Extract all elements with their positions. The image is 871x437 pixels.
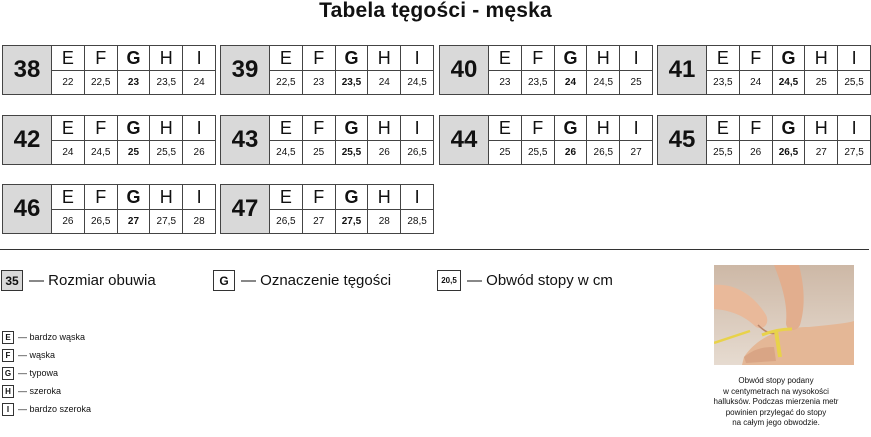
width-column [85, 185, 118, 233]
caption-line: w centymetrach na wysokości [723, 386, 829, 396]
width-column [118, 46, 151, 94]
width-column [368, 185, 401, 233]
width-letter: F [303, 185, 335, 210]
width-column [52, 185, 85, 233]
foot-circumference-value: 27 [630, 147, 642, 158]
foot-circumference-value: 26 [378, 147, 390, 158]
foot-circumference-value: 26 [62, 216, 74, 227]
foot-measurement-illustration [714, 265, 854, 365]
foot-circumference-value: 25 [313, 147, 325, 158]
legend-size-box: 35 [1, 270, 23, 291]
width-legend-item [2, 364, 91, 382]
foot-circumference-value: 24 [750, 77, 762, 88]
foot-circumference-value: 24,5 [90, 147, 111, 158]
size-table-46 [2, 184, 216, 234]
width-letter: I [620, 116, 652, 141]
foot-circumference-value: 24 [193, 77, 205, 88]
width-column [85, 116, 118, 164]
foot-circumference-value: 22 [62, 77, 74, 88]
foot-circumference-value: 23,5 [527, 77, 548, 88]
width-letter: I [401, 46, 433, 71]
foot-circumference-value: 23 [499, 77, 511, 88]
legend-width-text: — Oznaczenie tęgości [241, 272, 392, 289]
width-letter: G [773, 116, 805, 141]
width-letter: F [85, 46, 117, 71]
width-letter: E [52, 185, 84, 210]
width-letter: E [489, 46, 521, 71]
foot-circumference-value: 25,5 [713, 147, 733, 158]
size-table-42 [2, 115, 216, 165]
width-letter: G [555, 116, 587, 141]
size-table-40 [439, 45, 653, 95]
width-column [587, 116, 620, 164]
width-column [707, 116, 740, 164]
foot-circumference-value: 24 [378, 77, 390, 88]
size-table-45 [657, 115, 871, 165]
width-letter: I [183, 185, 215, 210]
width-column [805, 116, 838, 164]
width-letter: H [805, 46, 837, 71]
width-column [150, 185, 183, 233]
width-column [85, 46, 118, 94]
width-letter: F [85, 116, 117, 141]
width-legend-item [2, 400, 91, 418]
width-letter: E [270, 116, 302, 141]
size-table-38 [2, 45, 216, 95]
legend-width-box: G [213, 270, 235, 291]
width-letter-box: E [2, 331, 14, 344]
width-column [118, 116, 151, 164]
width-legend-item [2, 382, 91, 400]
width-description: — wąska [18, 350, 56, 360]
width-legend-list [2, 328, 91, 418]
width-description: — typowa [18, 368, 59, 378]
width-letter: E [52, 46, 84, 71]
foot-circumference-value: 26,5 [276, 216, 296, 227]
foot-circumference-value: 26 [193, 147, 205, 158]
width-column [270, 116, 303, 164]
width-column [52, 46, 85, 94]
width-column [805, 46, 838, 94]
width-column [303, 116, 336, 164]
foot-circumference-value: 24,5 [407, 77, 427, 88]
width-letter: H [368, 116, 400, 141]
foot-circumference-value: 26,5 [593, 147, 614, 158]
legend-value [437, 270, 613, 291]
width-column [150, 46, 183, 94]
width-column [401, 185, 433, 233]
width-column [489, 46, 522, 94]
size-number: 41 [658, 46, 707, 94]
width-letter: F [85, 185, 117, 210]
width-column [773, 116, 806, 164]
size-number: 47 [221, 185, 270, 233]
foot-circumference-value: 23 [127, 77, 140, 88]
width-letter: H [805, 116, 837, 141]
width-letter: F [522, 116, 554, 141]
size-table-41 [657, 45, 871, 95]
photo-caption [686, 376, 866, 429]
width-column [183, 46, 215, 94]
width-letter: E [270, 185, 302, 210]
width-letter: G [336, 46, 368, 71]
width-letter: I [401, 116, 433, 141]
legend-size-text: — Rozmiar obuwia [29, 272, 156, 289]
width-letter-box: I [2, 403, 14, 416]
width-letter: H [368, 46, 400, 71]
width-column [303, 46, 336, 94]
page-title: Tabela tęgości - męska [319, 0, 552, 22]
width-column [489, 116, 522, 164]
width-letter: G [118, 116, 150, 141]
size-table-39 [220, 45, 434, 95]
foot-circumference-value: 28,5 [407, 216, 427, 227]
size-table-47 [220, 184, 434, 234]
width-letter: F [303, 46, 335, 71]
foot-circumference-value: 24,5 [276, 147, 296, 158]
width-letter: E [270, 46, 302, 71]
width-column [707, 46, 740, 94]
size-table-43 [220, 115, 434, 165]
foot-circumference-value: 27 [127, 216, 140, 227]
foot-circumference-value: 25,5 [844, 77, 864, 88]
legend-width [213, 270, 391, 291]
width-column [336, 46, 369, 94]
foot-circumference-value: 25 [499, 147, 511, 158]
width-letter: F [303, 116, 335, 141]
width-column [401, 116, 433, 164]
size-table-44 [439, 115, 653, 165]
width-letter: F [740, 116, 772, 141]
width-letter: G [336, 116, 368, 141]
width-letter: H [587, 46, 619, 71]
foot-circumference-value: 27,5 [156, 216, 177, 227]
width-column [368, 46, 401, 94]
size-number: 38 [3, 46, 52, 94]
width-column [555, 116, 588, 164]
foot-circumference-value: 26,5 [90, 216, 111, 227]
width-column [620, 46, 652, 94]
width-letter: H [150, 185, 182, 210]
foot-circumference-value: 23,5 [713, 77, 733, 88]
caption-line: Obwód stopy podany [738, 376, 814, 385]
width-column [336, 116, 369, 164]
foot-circumference-value: 26,5 [778, 147, 799, 158]
foot-circumference-value: 23,5 [156, 77, 177, 88]
width-legend-item [2, 328, 91, 346]
width-column [522, 46, 555, 94]
width-description: — bardzo wąska [18, 332, 86, 342]
width-letter: G [118, 185, 150, 210]
width-letter: H [368, 185, 400, 210]
width-letter: G [773, 46, 805, 71]
width-column [620, 116, 652, 164]
width-letter: I [838, 46, 870, 71]
width-column [838, 116, 870, 164]
width-column [183, 116, 215, 164]
width-column [838, 46, 870, 94]
width-letter: H [587, 116, 619, 141]
width-column [270, 46, 303, 94]
width-letter: F [522, 46, 554, 71]
width-column [740, 46, 773, 94]
caption-line: halluksów. Podczas mierzenia metr [713, 397, 839, 406]
width-column [270, 185, 303, 233]
width-letter: H [150, 46, 182, 71]
foot-circumference-value: 28 [193, 216, 205, 227]
caption-line: powinien przylegać do stopy [725, 407, 827, 417]
width-column [522, 116, 555, 164]
foot-circumference-value: 26,5 [407, 147, 427, 158]
width-letter: G [118, 46, 150, 71]
foot-circumference-value: 27,5 [341, 216, 362, 227]
width-column [118, 185, 151, 233]
size-number: 46 [3, 185, 52, 233]
legend-size [1, 270, 156, 291]
foot-circumference-value: 25 [815, 77, 827, 88]
width-column [183, 185, 215, 233]
width-letter: E [52, 116, 84, 141]
foot-circumference-value: 24 [62, 147, 74, 158]
foot-circumference-value: 25,5 [341, 147, 362, 158]
width-letter-box: F [2, 349, 14, 362]
width-letter: I [401, 185, 433, 210]
width-column [303, 185, 336, 233]
size-number: 44 [440, 116, 489, 164]
width-letter: F [740, 46, 772, 71]
foot-circumference-value: 23,5 [341, 77, 362, 88]
size-number: 45 [658, 116, 707, 164]
width-column [555, 46, 588, 94]
width-column [740, 116, 773, 164]
width-letter: E [489, 116, 521, 141]
foot-circumference-value: 24,5 [778, 77, 799, 88]
size-number: 43 [221, 116, 270, 164]
divider [0, 249, 869, 250]
width-letter: E [707, 116, 739, 141]
width-letter-box: H [2, 385, 14, 398]
width-column [401, 46, 433, 94]
width-column [368, 116, 401, 164]
legend-value-text: — Obwód stopy w cm [467, 272, 613, 289]
foot-circumference-value: 27 [313, 216, 325, 227]
size-number: 42 [3, 116, 52, 164]
width-description: — szeroka [18, 386, 62, 396]
width-letter: G [336, 185, 368, 210]
width-column [587, 46, 620, 94]
foot-circumference-value: 26 [750, 147, 762, 158]
foot-circumference-value: 27,5 [844, 147, 864, 158]
width-legend-item [2, 346, 91, 364]
foot-circumference-value: 27 [815, 147, 827, 158]
foot-measurement-photo [714, 265, 854, 365]
caption-line: na całym jego obwodzie. [732, 418, 820, 427]
width-letter: I [183, 46, 215, 71]
foot-circumference-value: 25,5 [527, 147, 548, 158]
width-letter: H [150, 116, 182, 141]
width-letter: I [620, 46, 652, 71]
width-column [336, 185, 369, 233]
foot-circumference-value: 25 [127, 147, 140, 158]
width-letter-box: G [2, 367, 14, 380]
width-letter: E [707, 46, 739, 71]
width-letter: G [555, 46, 587, 71]
foot-circumference-value: 24,5 [593, 77, 614, 88]
width-letter: I [838, 116, 870, 141]
width-column [773, 46, 806, 94]
foot-circumference-value: 24 [564, 77, 577, 88]
foot-circumference-value: 28 [378, 216, 390, 227]
size-number: 39 [221, 46, 270, 94]
foot-circumference-value: 23 [313, 77, 325, 88]
foot-circumference-value: 26 [564, 147, 577, 158]
foot-circumference-value: 22,5 [276, 77, 296, 88]
width-description: — bardzo szeroka [18, 404, 92, 414]
width-column [52, 116, 85, 164]
foot-circumference-value: 25,5 [156, 147, 177, 158]
width-column [150, 116, 183, 164]
foot-circumference-value: 25 [630, 77, 642, 88]
foot-circumference-value: 22,5 [90, 77, 111, 88]
width-letter: I [183, 116, 215, 141]
size-number: 40 [440, 46, 489, 94]
legend-value-box: 20,5 [437, 270, 461, 291]
